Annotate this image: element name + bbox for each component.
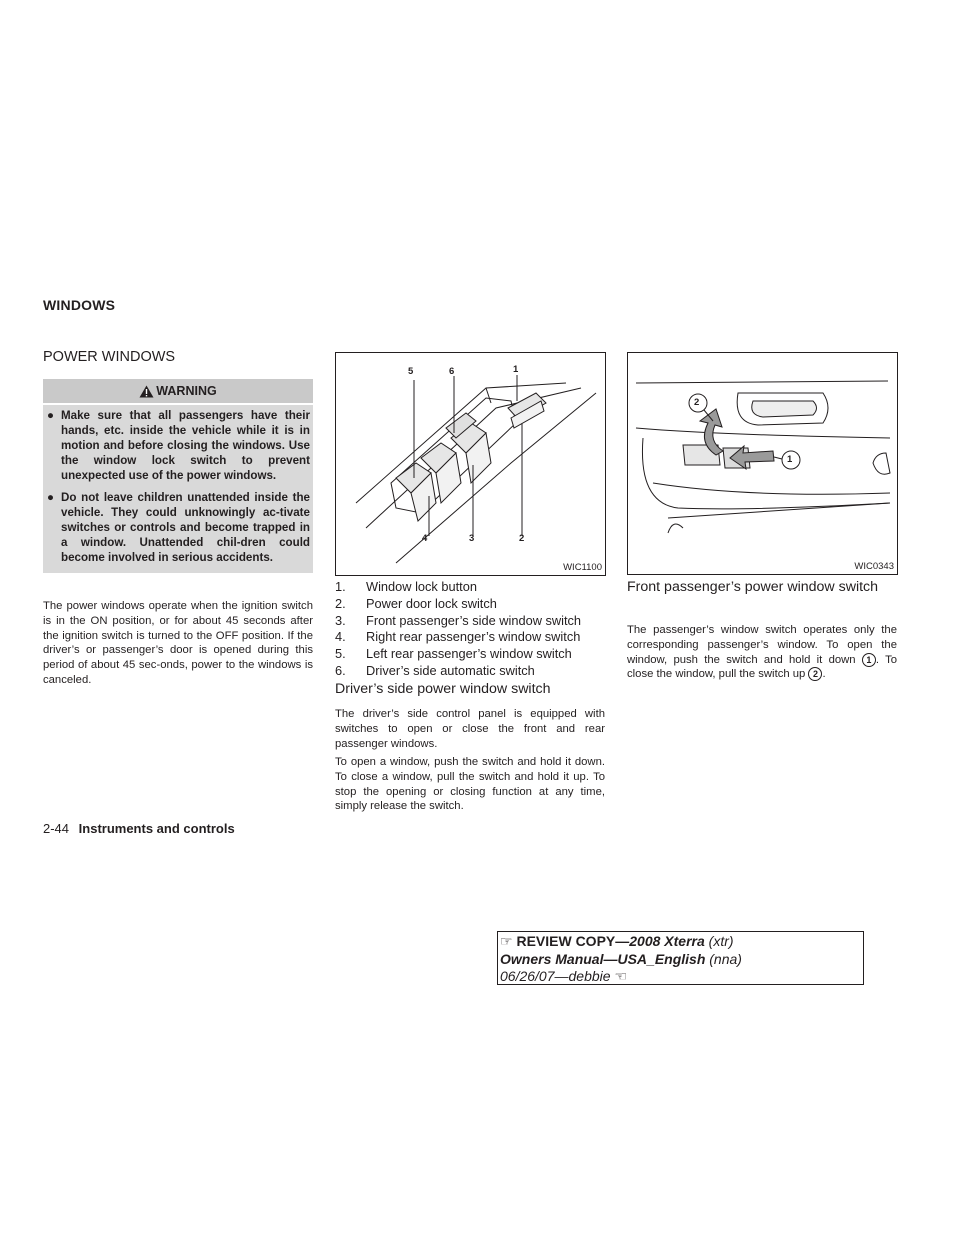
section-title: WINDOWS: [43, 297, 116, 313]
driver-switch-illustration: [335, 352, 606, 576]
door-panel-drawing: [628, 353, 897, 574]
figure-code: WIC0343: [854, 561, 894, 572]
warning-box: [43, 379, 313, 573]
callout-2: 2: [519, 533, 525, 544]
parts-list: [335, 579, 610, 680]
review-stamp: ☞ REVIEW COPY—2008 Xterra (xtr) Owners Manual—USA_English (nna) 06/26/07—debbie ☜: [497, 931, 864, 985]
callout-4: 4: [422, 533, 428, 544]
warning-item: [43, 405, 313, 487]
intro-paragraph: The power windows operate when the ignition switch is in the ON position, or for about 45 seconds after the ignition switch is turned to the OFF position. If the driver’s or passenger’s door is opened during this period of about 45 sec-onds, power to the windows is canceled.: [43, 600, 313, 686]
callout-1: 1: [787, 454, 793, 465]
callout-5: 5: [408, 366, 414, 377]
figure-code: WIC1100: [563, 562, 602, 573]
warning-item-text: Do not leave children unattended inside the vehicle. They could unknowingly ac-tivate switches or controls and become trapped in a window. Unattended chil-dren could become involved in serious accidents.: [61, 491, 310, 564]
callout-2: 2: [694, 397, 700, 408]
passenger-switch-illustration: [627, 352, 898, 575]
circled-number: 2: [808, 667, 822, 681]
warning-item: [43, 487, 313, 569]
callout-1: 1: [513, 364, 519, 375]
list-item: 6. Driver’s side automatic switch: [335, 662, 535, 678]
list-item: 5. Left rear passenger’s window switch: [335, 646, 572, 662]
driver-paragraph-1: The driver’s side control panel is equipped with switches to open or close the front and rear passenger windows.: [335, 708, 605, 750]
page-footer: [43, 821, 235, 836]
list-item: 1. Window lock button: [335, 579, 477, 594]
circled-number: 1: [862, 653, 876, 667]
passenger-paragraph: The passenger’s window switch operates only the corresponding passenger’s window. To open the window, push the switch and hold it down 1 . To close the window, pull the switch up 2 .: [627, 624, 898, 681]
warning-header: [43, 379, 313, 405]
bullet-icon: ●: [47, 491, 55, 504]
list-item: 2. Power door lock switch: [335, 595, 497, 611]
pointing-hand-right-icon: ☞: [500, 933, 513, 949]
list-item: 4. Right rear passenger’s window switch: [335, 629, 581, 645]
pointing-hand-left-icon: ☜: [614, 968, 627, 984]
warning-label: WARNING: [156, 384, 217, 398]
callout-6: 6: [449, 366, 455, 377]
warning-triangle-icon: [139, 385, 154, 398]
driver-paragraph-2: To open a window, push the switch and hold it down. To close a window, pull the switch and hold it up. To stop the opening or closing function at any time, simply release the switch.: [335, 756, 605, 813]
subsection-title: POWER WINDOWS: [43, 349, 176, 365]
driver-switch-caption: Driver’s side power window switch: [335, 681, 551, 697]
page-number: 2-44: [43, 821, 70, 836]
callout-3: 3: [469, 533, 475, 544]
bullet-icon: ●: [47, 409, 55, 422]
footer-section: Instruments and controls: [78, 821, 235, 836]
warning-item-text: Make sure that all passengers have their hands, etc. inside the vehicle while it is in motion and before closing the windows. Use the window lock switch to prevent unexpected use of the power windows.: [61, 409, 310, 482]
list-item: 3. Front passenger’s side window switch: [335, 612, 582, 628]
passenger-switch-caption: Front passenger’s power window switch: [627, 579, 879, 595]
